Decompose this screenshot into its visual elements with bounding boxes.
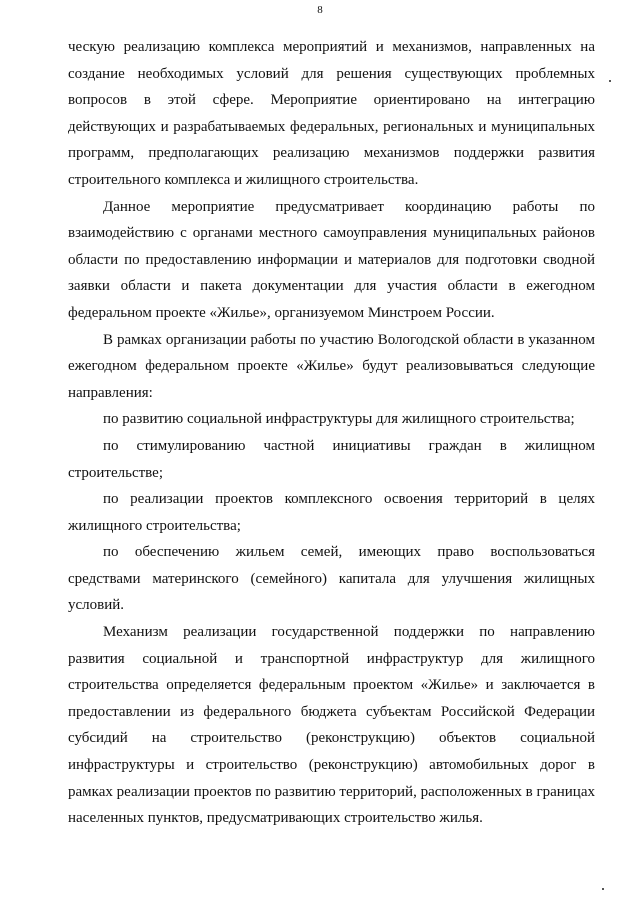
paragraph-continuation: ческую реализацию комплекса мероприятий и механизмов, направленных на создание необходимых условий для решения существующих проблемных вопросов в этой сфере. Мероприятие ориентировано на интеграцию действующих и разрабатываемых федеральных, региональных и муниципальных программ, предполагающих реализацию механизмов поддержки развития строительного комплекса и жилищного строительства. [68, 39, 595, 188]
list-item-social-infrastructure: по развитию социальной инфраструктуры для жилищного строительства; [103, 411, 575, 428]
paragraph-directions-intro: В рамках организации работы по участию Вологодской области в указанном ежегодном федеральном проекте «Жилье» будут реализовываться следующие направления: [68, 331, 595, 401]
list-item-private-initiative: по стимулированию частной инициативы граждан в жилищном строительстве; [68, 437, 595, 481]
list-item-maternity-capital: по обеспечению жильем семей, имеющих право воспользоваться средствами материнского (семейного) капитала для улучшения жилищных условий. [68, 544, 595, 614]
page-number: 8 [317, 4, 323, 16]
scan-mark [609, 80, 611, 82]
document-body [68, 34, 595, 832]
paragraph-support-mechanism: Механизм реализации государственной поддержки по направлению развития социальной и транспортной инфраструктур для жилищного строительства определяется федеральным проектом «Жилье» и заключается в предоставлении из федерального бюджета субъектам Российской Федерации субсидий на строительство (реконструкцию) объектов социальной инфраструктуры и строительство (реконструкцию) автомобильных дорог в рамках реализации проектов по развитию территорий, расположенных в границах населенных пунктов, предусматривающих строительство жилья. [68, 624, 595, 827]
scan-mark [602, 888, 604, 890]
paragraph-coordination: Данное мероприятие предусматривает координацию работы по взаимодействию с органами местного самоуправления муниципальных районов области по предоставлению информации и материалов для подготовки сводной заявки области и пакета документации для участия области в ежегодном федеральном проекте «Жилье», организуемом Минстроем России. [68, 198, 595, 321]
list-item-complex-development: по реализации проектов комплексного освоения территорий в целях жилищного строительства; [68, 491, 595, 534]
